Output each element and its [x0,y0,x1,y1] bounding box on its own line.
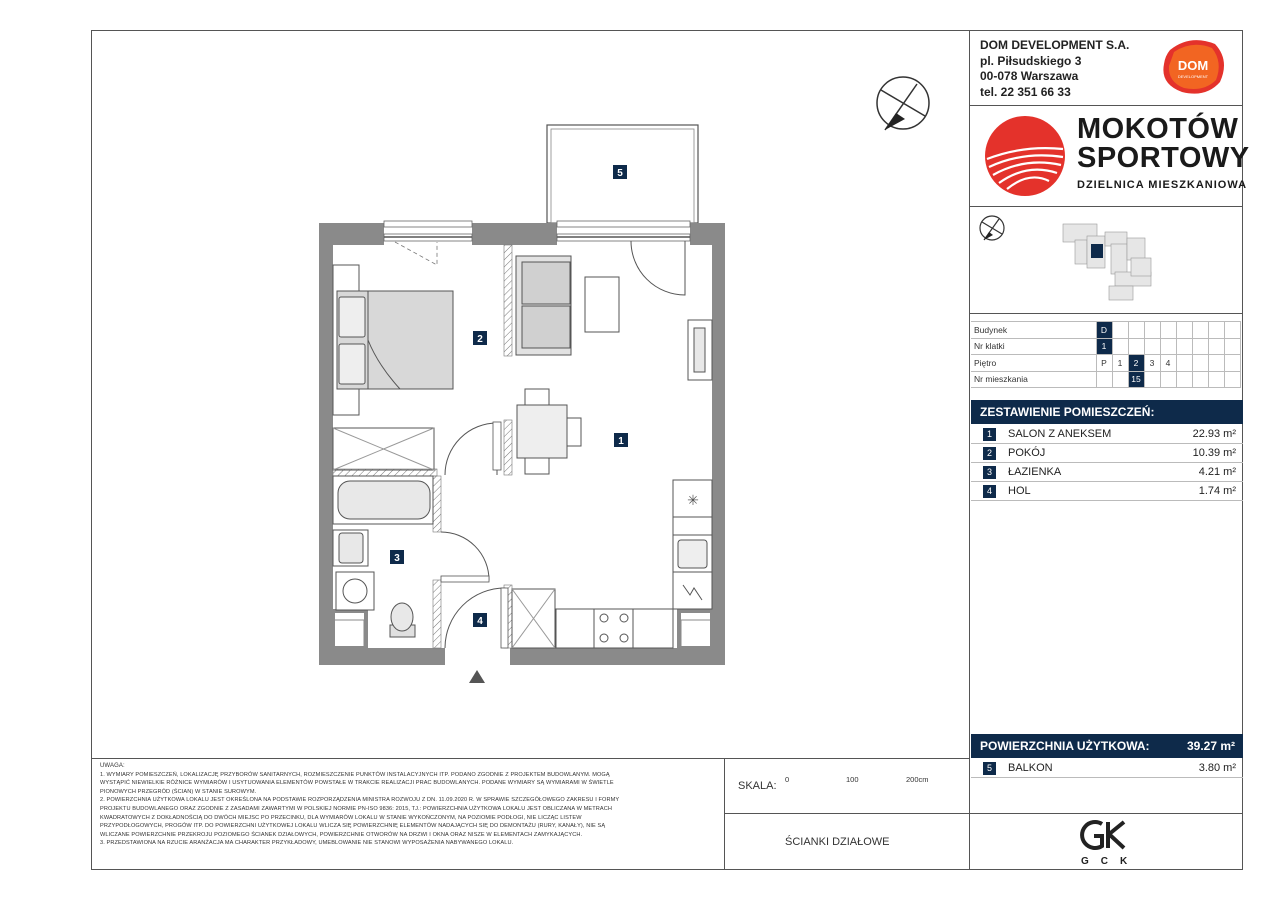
balcony-name: BALKON [1008,762,1053,774]
room-row [971,482,1243,501]
room-name: HOL [1008,485,1031,497]
info-cell: P [1096,355,1112,372]
site-location-map [975,212,1241,308]
scale-tick-0: 0 [785,775,790,784]
info-cell: 1 [1096,338,1112,355]
info-cell [1192,371,1208,388]
room-area: 22.93 m² [1192,428,1236,440]
info-cell [1144,371,1160,388]
notes-title: UWAGA: [100,763,125,769]
info-row [971,371,1240,388]
mokotow-sportowy-logo-icon [983,115,1067,197]
room-num: 1 [983,428,996,441]
info-row-label: Budynek [971,322,1096,339]
panel-divider-2 [969,206,1243,207]
developer-address2: 00-078 Warszawa [980,69,1079,83]
room-area: 1.74 m² [1198,485,1236,497]
room-area: 4.21 m² [1198,466,1236,478]
room-num-2: 2 [477,334,483,345]
info-row-label: Piętro [971,355,1096,372]
note-line: PIONOWYCH PRZEGRÓD (ŚCIAN) W STANIE SUROWYM. [100,788,257,795]
info-cell [1160,322,1176,339]
info-cell [1192,322,1208,339]
info-cell: D [1096,322,1112,339]
info-cell [1224,338,1240,355]
scale-tick-100: 100 [846,775,859,784]
gck-logo-icon [1080,818,1136,854]
room-num-4: 4 [477,616,483,627]
bedroom-furniture [333,265,453,470]
info-cell [1160,338,1176,355]
info-cell [1224,355,1240,372]
entrance-marker [469,670,485,683]
note-line: WYSTĄPIĆ NIEWIELKIE RÓŻNICE WYMIARÓW I USYTUOWANIA ELEMENTÓW POWSTAŁE W TRAKCIE REALIZACJI PRAC BUDOWLANYCH. PODANE WYMIARY SĄ WYMIARAMI W ŚWIETLE [100,780,614,787]
dom-logo-subtext: DEVELOPMENT [1177,74,1209,79]
info-cell [1144,322,1160,339]
info-row [971,355,1240,372]
info-cell: 2 [1128,355,1144,372]
info-row-label: Nr klatki [971,338,1096,355]
info-row-label: Nr mieszkania [971,371,1096,388]
panel-divider-3 [969,313,1243,314]
rooms-header: ZESTAWIENIE POMIESZCZEŃ: [971,400,1243,424]
balcony-row [971,759,1243,778]
developer-address1: pl. Piłsudskiego 3 [980,53,1082,68]
room-row [971,463,1243,482]
info-cell [1208,371,1224,388]
info-row [971,338,1240,355]
footer-divider [91,758,969,759]
gck-letters: GCK [1081,856,1140,867]
legend-label: ŚCIANKI DZIAŁOWE [785,836,890,848]
note-line: 3. PRZEDSTAWIONA NA RZUCIE ARANŻACJA MA CHARAKTER PRZYKŁADOWY, UMEBLOWANIE NIE STANOWI WYPOSAŻENIA NABYWANEGO LOKALU. [100,840,514,847]
developer-name: DOM DEVELOPMENT S.A. [980,38,1130,52]
room-row [971,444,1243,463]
notes-block [100,762,718,848]
info-cell [1096,371,1112,388]
compass-icon [877,77,929,130]
panel-divider-1 [969,105,1243,106]
usable-area-value: 39.27 m² [1186,739,1235,753]
info-cell: 1 [1112,355,1128,372]
scale-label: SKALA: [738,780,777,792]
info-cell: 15 [1128,371,1144,388]
note-line: PROJEKTU BUDOWLANEGO ORAZ ZGODNIE Z ZASADAMI ZAWARTYMI W POLSKIEJ NORMIE PN-ISO 9836: 2015, TJ.: POWIERZCHNIA UŻYTKOWA LOKALU JEST OBLICZANA W METRACH [100,805,612,812]
panel-divider-4 [969,813,1243,814]
room-num-3: 3 [394,553,400,564]
room-num: 3 [983,466,996,479]
info-cell [1144,338,1160,355]
dom-logo-text: DOM [1177,58,1209,73]
right-panel-divider [969,30,970,870]
info-cell [1192,338,1208,355]
room-num-1: 1 [618,436,624,447]
room-name: SALON Z ANEKSEM [1008,428,1112,440]
info-cell [1176,322,1192,339]
room-name: POKÓJ [1008,447,1046,459]
room-num-5: 5 [617,168,623,179]
info-cell [1128,338,1144,355]
balcony-area: 3.80 m² [1198,762,1236,774]
room-row [971,425,1243,444]
note-line: PRZYPODŁOGOWYCH, PROGÓW ITP. DO POWIERZCHNI UŻYTKOWEJ LOKALU WLICZA SIĘ POWIERZCHNIĘ ELEMENTÓW NADAJĄCYCH SIĘ DO DEMONTAŻU (RURY, KANAŁY), NIE SĄ [100,823,606,830]
note-line: KWADRATOWYCH Z DOKŁADNOŚCIĄ DO DWÓCH MIEJSC PO PRZECINKU, DLA WYMIARÓW LOKALU W STANIE WYKOŃCZONYM, NA POZIOMIE PODŁOGI, NIE LICZĄC LISTEW [100,814,582,821]
scale-divider [724,813,969,814]
info-cell [1112,371,1128,388]
project-title-line2: SPORTOWY [1077,142,1250,174]
usable-area-bar [971,734,1243,758]
room-area: 10.39 m² [1192,447,1236,459]
room-num: 2 [983,447,996,460]
info-cell: 4 [1160,355,1176,372]
room-num: 4 [983,485,996,498]
info-row [971,322,1240,339]
svg-text:✳: ✳ [687,492,699,508]
info-cell [1176,338,1192,355]
info-cell [1224,322,1240,339]
info-cell [1176,371,1192,388]
balcony-num: 5 [983,762,996,775]
scale-tick-200: 200cm [906,775,929,784]
info-cell: 3 [1144,355,1160,372]
dom-development-logo [1160,38,1226,96]
usable-area-label: POWIERZCHNIA UŻYTKOWA: [980,739,1150,753]
notes-divider [724,758,725,870]
info-cell [1112,322,1128,339]
info-cell [1112,338,1128,355]
project-title [1077,115,1250,173]
site-compass-icon [980,216,1004,240]
room-name: ŁAZIENKA [1008,466,1062,478]
info-cell [1176,355,1192,372]
project-title-line1: MOKOTÓW [1077,113,1239,145]
info-cell [1208,322,1224,339]
developer-info [980,38,1129,100]
info-cell [1208,338,1224,355]
info-cell [1224,371,1240,388]
note-line: 2. POWIERZCHNIA UŻYTKOWA LOKALU JEST OKREŚLONA NA PODSTAWIE ROZPORZĄDZENIA MINISTRA ROZWOJU Z DN. 11.09.2020 R. W SPRAWIE SZCZEGÓŁOWEGO ZAKRESU I FORMY [100,797,620,804]
developer-phone: tel. 22 351 66 33 [980,84,1071,99]
unit-info-table [971,321,1241,388]
note-line: 1. WYMIARY POMIESZCZEŃ, LOKALIZACJĘ PRZYBORÓW SANITARNYCH, ROZMIESZCZENIE PUNKTÓW INSTALACYJNYCH ITP. PODANO ZGODNIE Z PROJEKTEM BUDOWLANYM. MOGĄ [100,771,610,778]
project-subtitle: DZIELNICA MIESZKANIOWA [1077,179,1248,191]
info-cell [1160,371,1176,388]
info-cell [1208,355,1224,372]
info-cell [1192,355,1208,372]
info-cell [1128,322,1144,339]
note-line: WLICZANE POWIERZCHNIE PRZEKROJU POZIOMEGO ŚCIANEK DZIAŁOWYCH, POWIERZCHNIE OTWORÓW NA DRZWI I OKNA ORAZ NISZE W ELEMENTACH ZAMYKAJĄCYCH. [100,831,583,838]
